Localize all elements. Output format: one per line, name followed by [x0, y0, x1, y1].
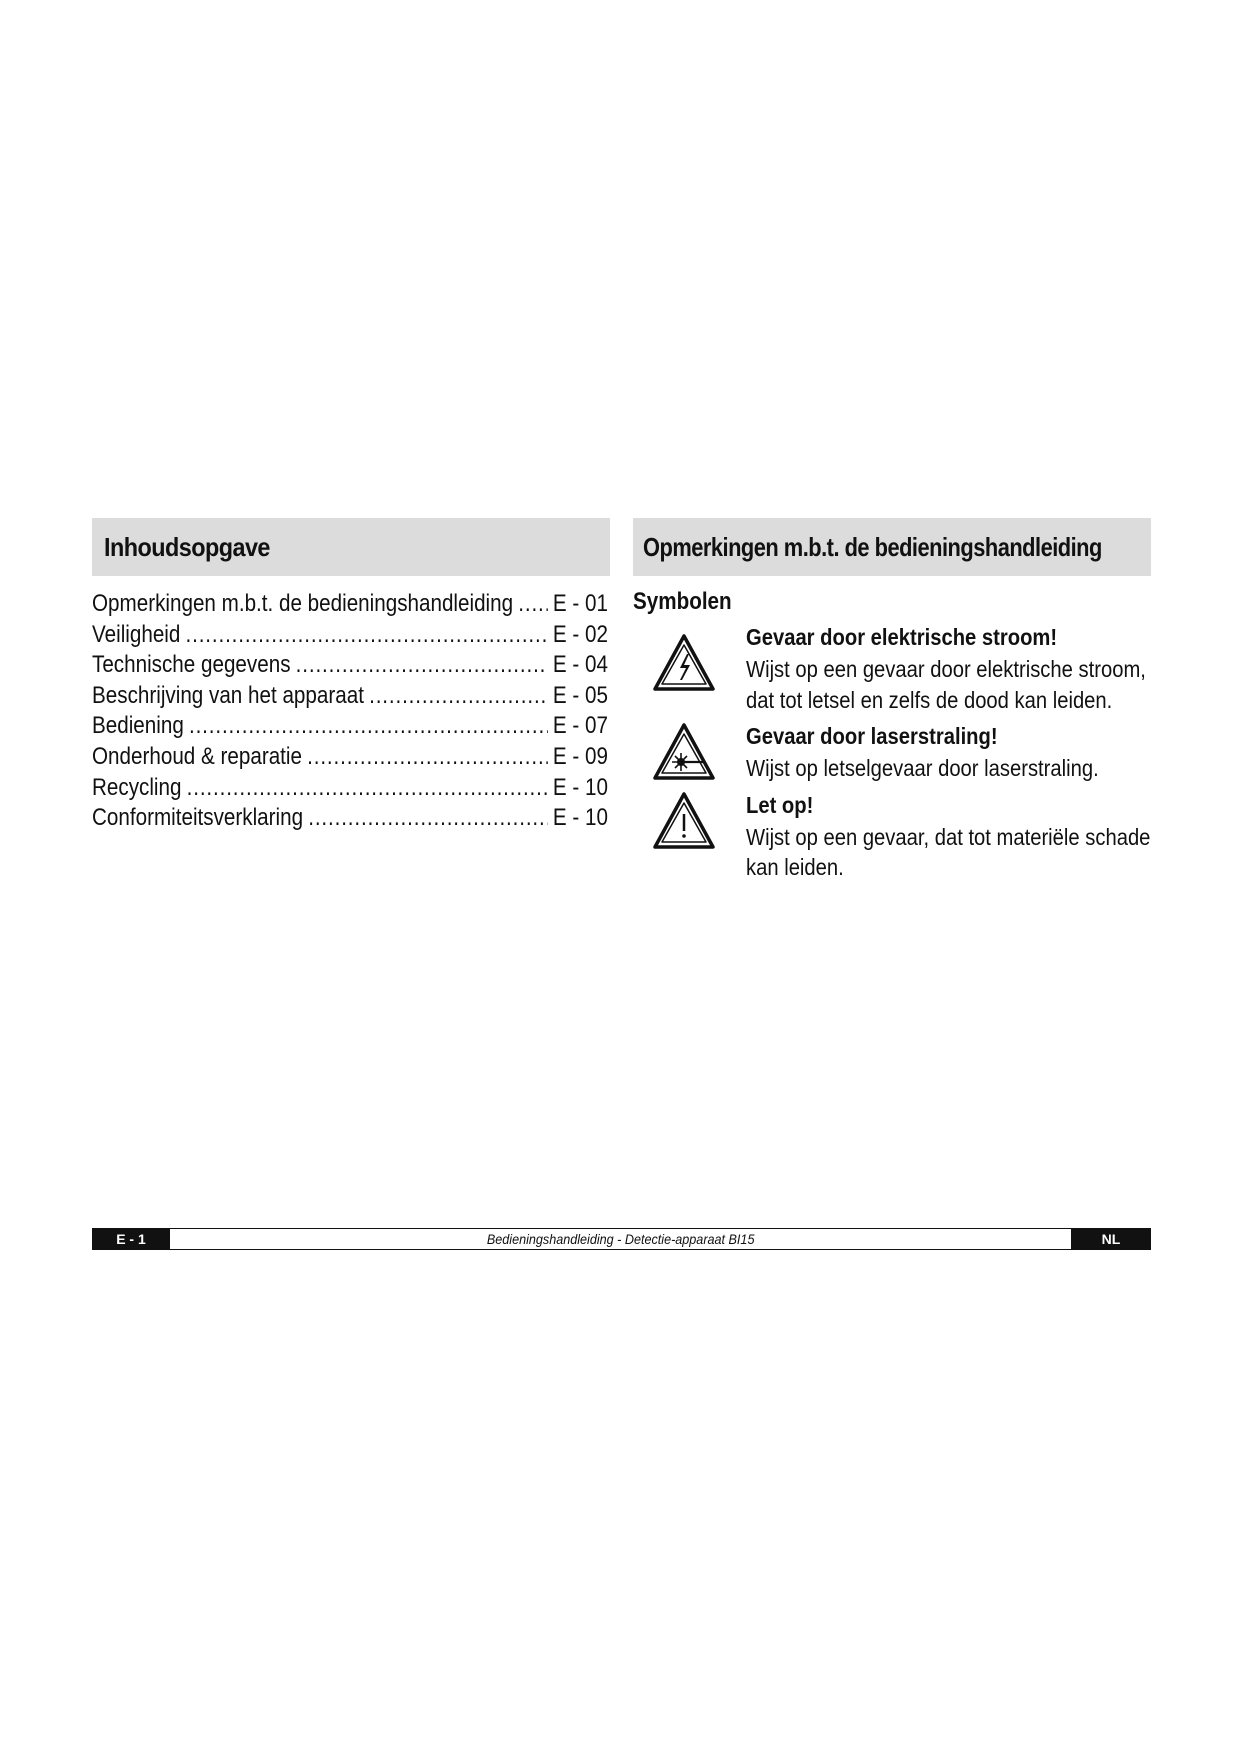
- toc-entry-label: Recycling: [92, 773, 182, 801]
- toc-entry-page: E - 02: [552, 620, 608, 648]
- footer-title: [170, 1228, 1071, 1250]
- toc-entry-label: Conformiteitsverklaring: [92, 804, 304, 832]
- symbol-item-laser: [633, 719, 1151, 784]
- toc-section: [92, 518, 610, 835]
- toc-leader-dots: [307, 743, 548, 771]
- page-footer: [92, 1228, 1151, 1250]
- symbol-description: Wijst op een gevaar, dat tot materiële schade kan leiden.: [746, 823, 1151, 881]
- symbol-heading: Gevaar door laserstraling!: [746, 723, 998, 750]
- caution-icon: [651, 790, 717, 852]
- toc-title: Inhoudsopgave: [104, 531, 270, 562]
- notes-header: [633, 518, 1151, 576]
- toc-entry-page: E - 07: [552, 712, 608, 740]
- laser-hazard-icon: [651, 721, 717, 783]
- symbol-item-electric: [633, 620, 1151, 715]
- symbol-description: Wijst op letselgevaar door laserstraling.: [746, 755, 1099, 782]
- toc-entry-page: E - 10: [552, 773, 608, 801]
- toc-entry[interactable]: [92, 651, 608, 682]
- toc-entry[interactable]: [92, 682, 608, 713]
- toc-entry-label: Beschrijving van het apparaat: [92, 681, 364, 709]
- toc-entry-label: Bediening: [92, 712, 184, 740]
- toc-leader-dots: [308, 804, 548, 832]
- toc-entry[interactable]: [92, 743, 608, 774]
- toc-entry-page: E - 09: [552, 742, 608, 770]
- toc-entry[interactable]: [92, 804, 608, 835]
- toc-entry-label: Technische gegevens: [92, 651, 291, 679]
- toc-entry-page: E - 01: [552, 590, 608, 617]
- toc-leader-dots: [369, 682, 548, 710]
- symbol-description: Wijst op een gevaar door elektrische stroom, dat tot letsel en zelfs de dood kan leiden.: [746, 656, 1146, 713]
- toc-entry-label: Opmerkingen m.b.t. de bedieningshandleiding: [92, 590, 514, 617]
- language-badge: NL: [1071, 1228, 1151, 1250]
- footer-title-text: Bedieningshandleiding - Detectie-apparaat BI15: [486, 1231, 755, 1247]
- symbol-heading: Let op!: [746, 791, 814, 818]
- toc-entry-label: Onderhoud & reparatie: [92, 742, 302, 770]
- toc-list: [92, 590, 610, 835]
- notes-title: Opmerkingen m.b.t. de bedieningshandleiding: [643, 531, 1102, 562]
- toc-leader-dots: [186, 621, 548, 649]
- toc-leader-dots: [187, 774, 548, 802]
- toc-entry-label: Veiligheid: [92, 620, 181, 648]
- toc-header: [92, 518, 610, 576]
- toc-entry[interactable]: [92, 712, 608, 743]
- symbol-item-caution: [633, 788, 1151, 883]
- toc-entry-page: E - 10: [552, 804, 608, 832]
- toc-entry[interactable]: [92, 590, 608, 621]
- notes-section: [633, 518, 1151, 883]
- symbol-heading: Gevaar door elektrische stroom!: [746, 624, 1058, 650]
- toc-entry-page: E - 04: [552, 651, 608, 679]
- symbols-title: Symbolen: [633, 588, 732, 615]
- page-number: E - 1: [92, 1228, 170, 1250]
- toc-entry[interactable]: [92, 621, 608, 652]
- electric-hazard-icon: [651, 632, 717, 694]
- toc-leader-dots: [518, 590, 548, 618]
- toc-leader-dots: [296, 651, 548, 679]
- toc-entry-page: E - 05: [552, 681, 608, 709]
- toc-leader-dots: [189, 712, 548, 740]
- toc-entry[interactable]: [92, 774, 608, 805]
